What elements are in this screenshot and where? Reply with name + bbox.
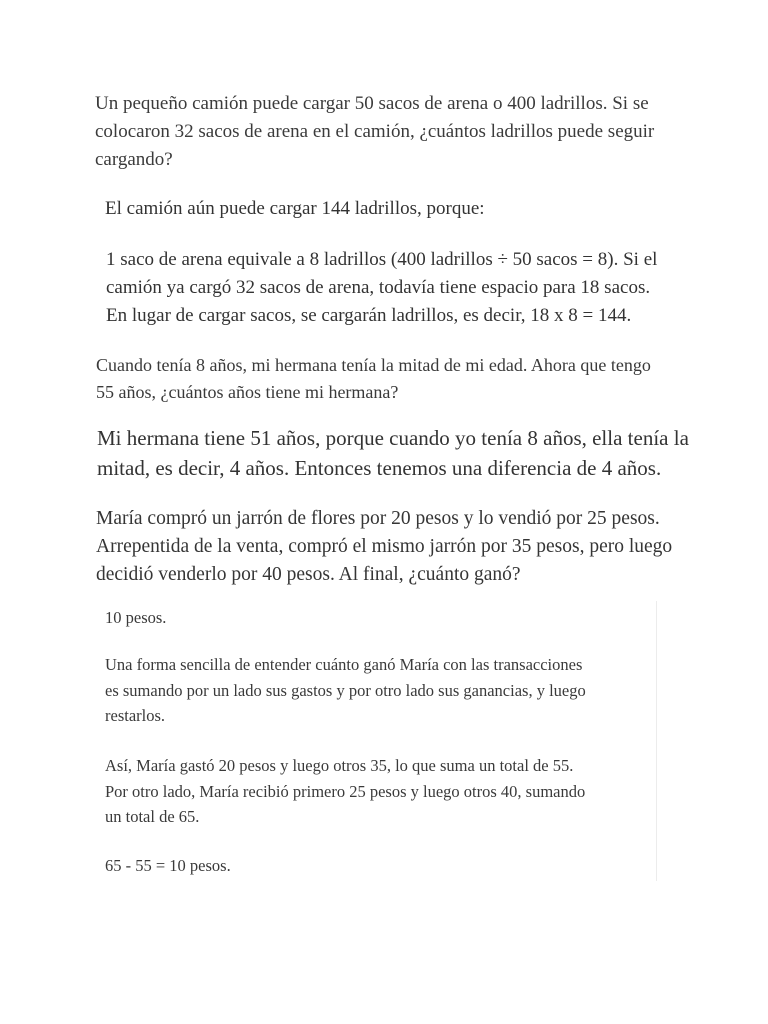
answer-line: restarlos. (105, 706, 166, 725)
question-line: Arrepentida de la venta, compró el mismo jarrón por 35 pesos, pero luego (96, 536, 673, 557)
question-line: Un pequeño camión puede cargar 50 sacos de arena o 400 ladrillos. Si se (95, 93, 649, 114)
question-line: 55 años, ¿cuántos años tiene mi hermana? (96, 382, 399, 402)
problem-3-question (96, 505, 672, 589)
answer-line: Así, María gastó 20 pesos y luego otros 35, lo que suma un total de 55. (105, 756, 574, 775)
question-line: colocaron 32 sacos de arena en el camión, ¿cuántos ladrillos puede seguir (95, 121, 655, 142)
question-line: decidió venderlo por 40 pesos. Al final, ¿cuánto ganó? (96, 564, 521, 585)
problem-3-answer-calculation: 65 - 55 = 10 pesos. (105, 856, 231, 875)
answer-line: camión ya cargó 32 sacos de arena, todavía tiene espacio para 18 sacos. (106, 277, 651, 298)
problem-1-answer-explanation (106, 246, 657, 330)
problem-3-answer-paragraph-2 (105, 753, 585, 830)
answer-line: mitad, es decir, 4 años. Entonces tenemos una diferencia de 4 años. (97, 456, 662, 480)
answer-line: un total de 65. (105, 807, 200, 826)
answer-line: En lugar de cargar sacos, se cargarán ladrillos, es decir, 18 x 8 = 144. (106, 305, 632, 326)
problem-1-answer-heading: El camión aún puede cargar 144 ladrillos, porque: (105, 198, 485, 219)
answer-line: Una forma sencilla de entender cuánto ganó María con las transacciones (105, 655, 583, 674)
question-line: cargando? (95, 149, 173, 170)
problem-3-answer-panel (92, 601, 657, 881)
answer-line: Mi hermana tiene 51 años, porque cuando yo tenía 8 años, ella tenía la (97, 426, 689, 450)
problem-3-answer-result: 10 pesos. (105, 608, 167, 627)
answer-line: 1 saco de arena equivale a 8 ladrillos (400 ladrillos ÷ 50 sacos = 8). Si el (106, 249, 658, 270)
problem-2-answer (97, 423, 689, 483)
answer-line: es sumando por un lado sus gastos y por otro lado sus ganancias, y luego (105, 680, 586, 700)
answer-line: Por otro lado, María recibió primero 25 pesos y luego otros 40, sumando (105, 781, 586, 801)
problem-3-answer-paragraph-1 (105, 652, 586, 729)
problem-2-question (96, 352, 651, 406)
problem-1-question (95, 90, 654, 174)
question-line: María compró un jarrón de flores por 20 pesos y lo vendió por 25 pesos. (96, 508, 660, 529)
question-line: Cuando tenía 8 años, mi hermana tenía la mitad de mi edad. Ahora que tengo (96, 355, 651, 375)
